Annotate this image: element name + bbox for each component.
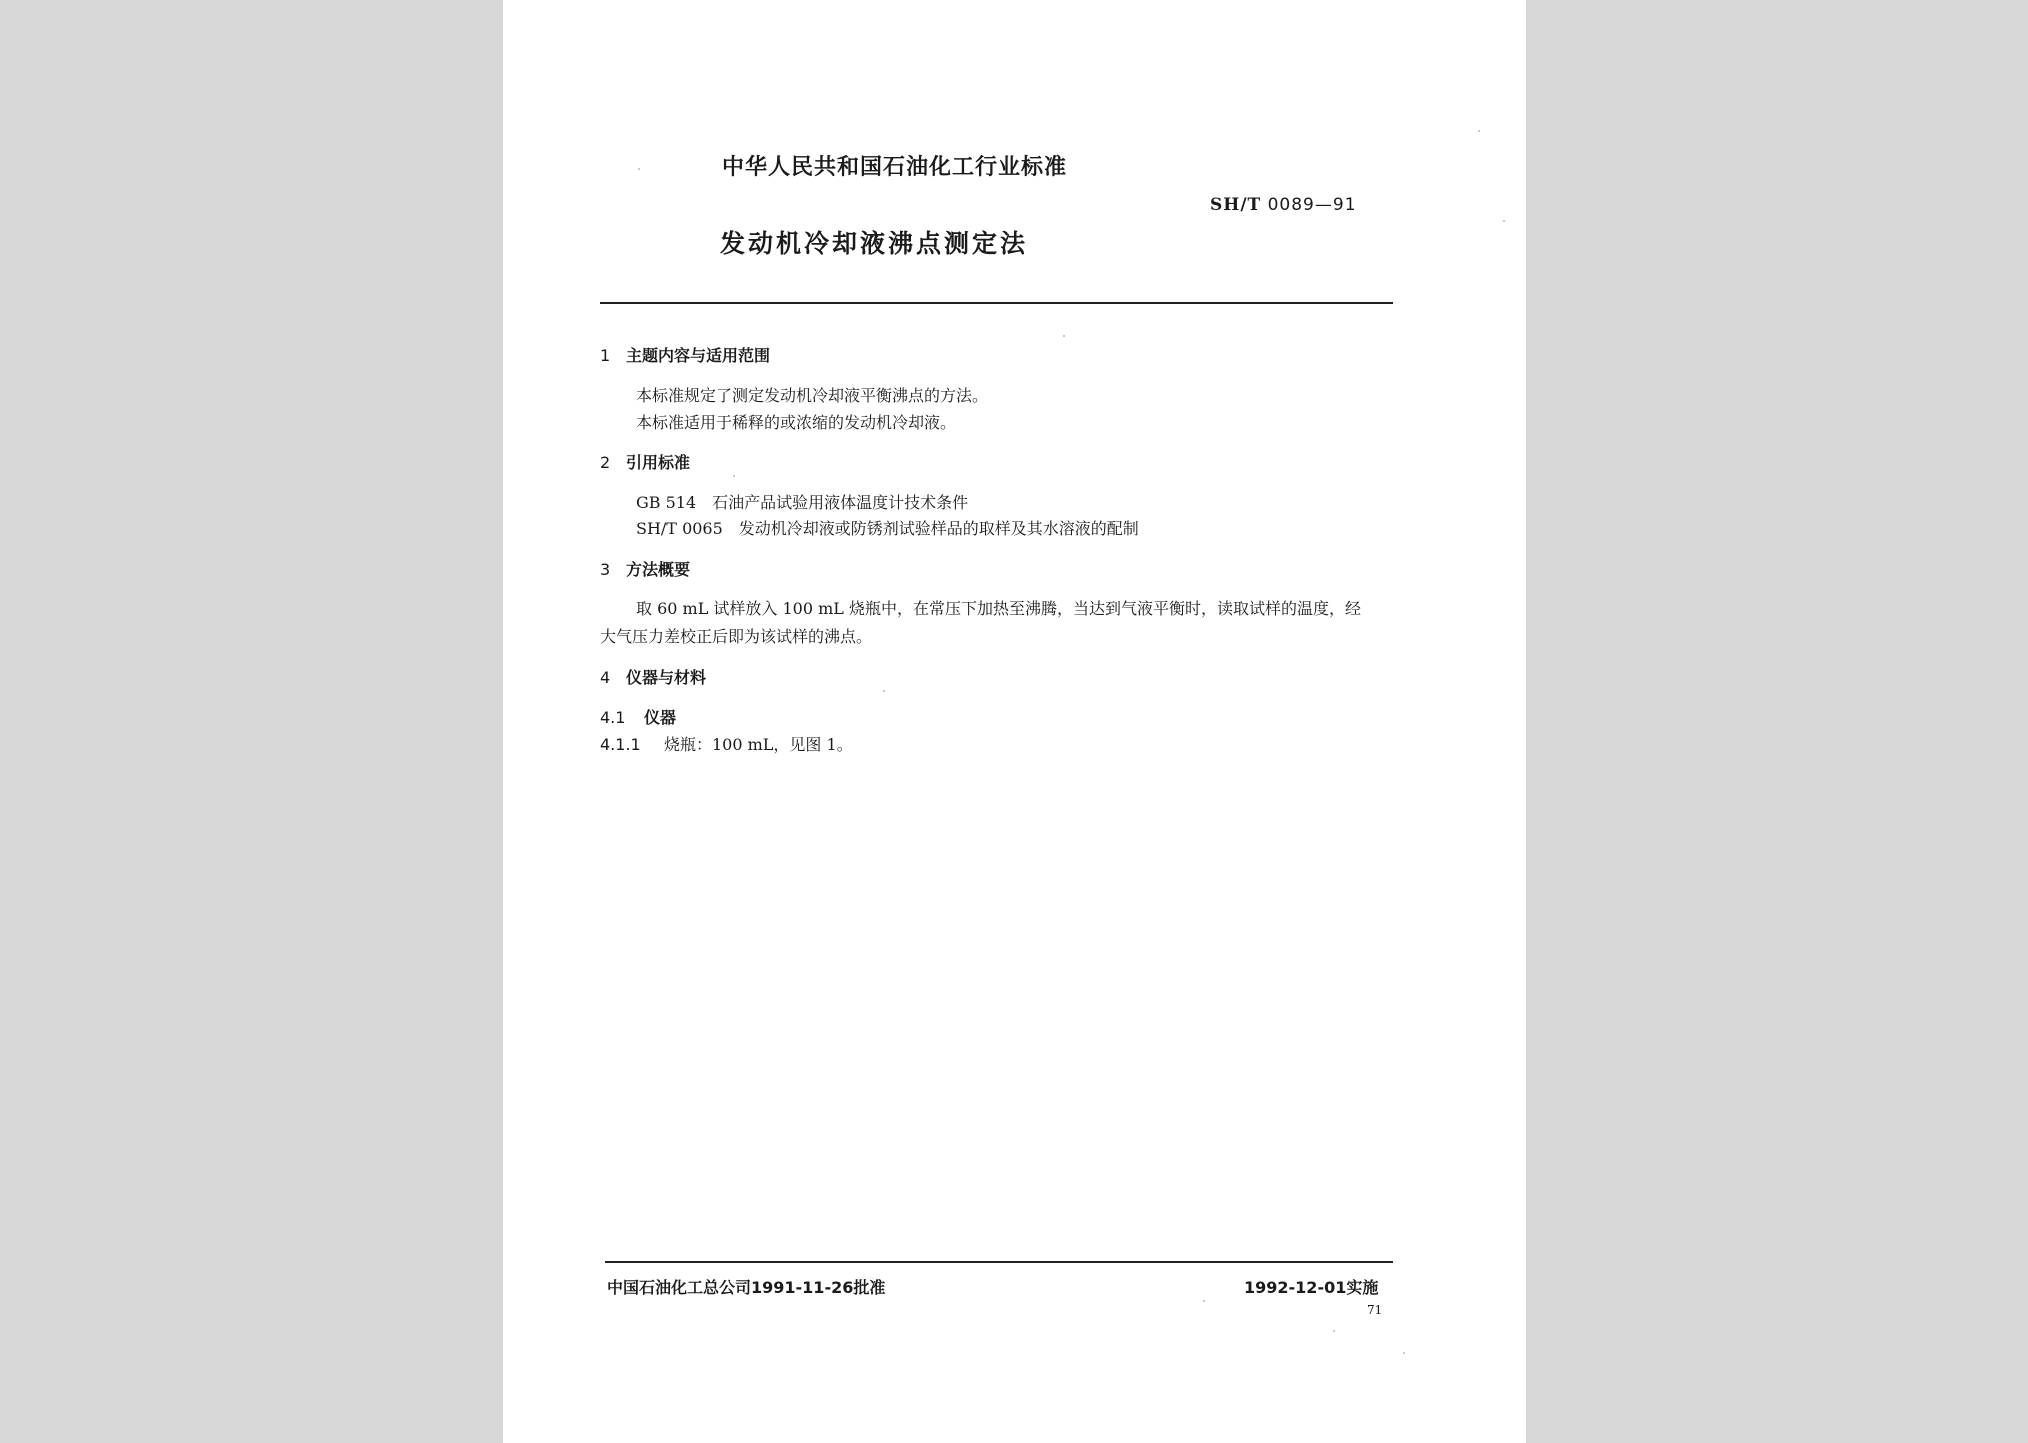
section-3-heading [600, 557, 690, 580]
section-3-title: 方法概要 [626, 560, 691, 579]
effective-date: 1992-12-01实施 [1244, 1278, 1379, 1297]
section-1-number: 1 [600, 346, 611, 365]
standard-code-number: 0089—91 [1267, 195, 1357, 215]
section-4-heading [600, 665, 706, 688]
section-2-title: 引用标准 [626, 453, 691, 472]
subsection-4-1-title: 仪器 [644, 708, 677, 727]
scan-speck [1203, 1300, 1205, 1302]
scan-speck [1503, 220, 1505, 222]
reference-item [636, 490, 968, 513]
section-3-line-1: 取 60 mL 试样放入 100 mL 烧瓶中，在常压下加热至沸腾，当达到气液平衡时，读取试样的温度，经 [636, 599, 1362, 618]
subsection-4-1-number: 4.1 [600, 708, 626, 727]
page-number: 71 [1367, 1303, 1383, 1317]
reference-item [636, 516, 1139, 539]
section-4-number: 4 [600, 668, 611, 687]
approval-line: 中国石油化工总公司1991-11-26批准 [607, 1278, 886, 1297]
scan-speck [883, 690, 885, 692]
standard-code-prefix: SH/T [1210, 195, 1262, 215]
section-2-number: 2 [600, 453, 611, 472]
section-4-title: 仪器与材料 [626, 668, 707, 687]
reference-code: GB 514 [636, 493, 697, 512]
section-3-number: 3 [600, 560, 611, 579]
scan-speck [733, 475, 735, 477]
scan-speck [1478, 130, 1480, 132]
subsection-4-1-heading [600, 705, 676, 728]
reference-title: 石油产品试验用液体温度计技术条件 [712, 493, 969, 512]
section-3-line-2: 大气压力差校正后即为该试样的沸点。 [600, 627, 873, 646]
scan-speck [1333, 1330, 1335, 1332]
item-4-1-1 [600, 732, 853, 755]
scan-speck [1063, 335, 1065, 337]
footer-divider [605, 1261, 1393, 1263]
section-2-heading [600, 450, 690, 473]
item-4-1-1-number: 4.1.1 [600, 735, 641, 754]
document-page [503, 0, 1526, 1443]
reference-title: 发动机冷却液或防锈剂试验样品的取样及其水溶液的配制 [738, 519, 1139, 538]
section-1-title: 主题内容与适用范围 [626, 346, 771, 365]
standard-org-title: 中华人民共和国石油化工行业标准 [722, 155, 1068, 180]
document-title: 发动机冷却液沸点测定法 [720, 229, 1029, 258]
standard-code [1210, 195, 1357, 215]
section-1-heading [600, 343, 770, 366]
scan-speck [1403, 1352, 1405, 1354]
scan-speck [638, 168, 640, 170]
item-4-1-1-text: 烧瓶：100 mL，见图 1。 [664, 735, 853, 754]
section-1-line-1: 本标准规定了测定发动机冷却液平衡沸点的方法。 [636, 386, 989, 405]
section-1-line-2: 本标准适用于稀释的或浓缩的发动机冷却液。 [636, 413, 957, 432]
header-divider [600, 302, 1393, 304]
reference-code: SH/T 0065 [636, 519, 723, 538]
